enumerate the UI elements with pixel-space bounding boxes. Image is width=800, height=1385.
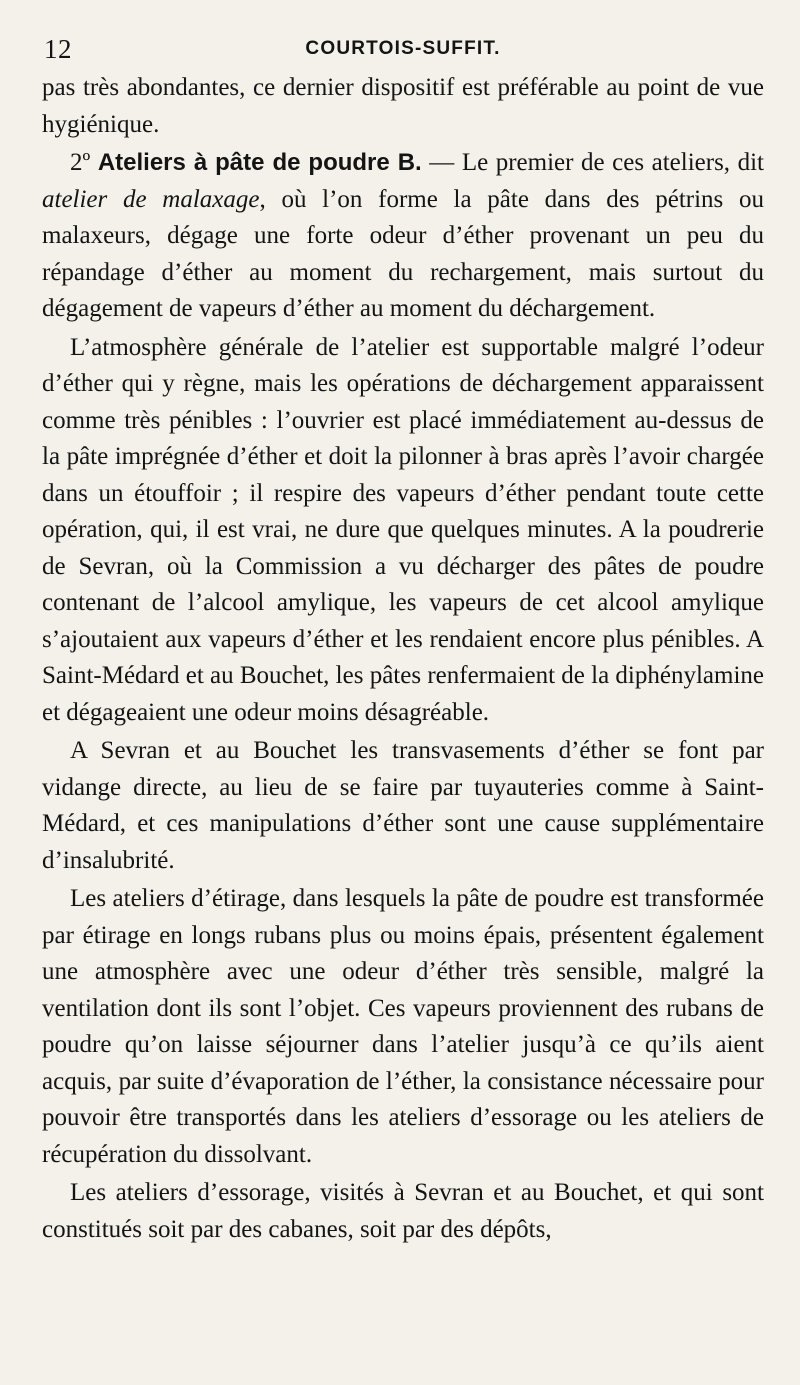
- body-text: [42, 70, 764, 1248]
- paragraph-4: A Sevran et au Bouchet les transvasements d’éther se font par vidange directe, au lieu de se faire par tuyauteries comme à Saint-Médard, et ces manipulations d’éther sont une cause supplémentaire d’insalubrité.: [42, 737, 764, 874]
- page-header: [42, 28, 764, 66]
- italic-term: atelier de malaxage: [42, 185, 260, 213]
- section-number: 2º: [70, 149, 91, 176]
- section-heading: Ateliers à pâte de poudre B.: [97, 149, 422, 176]
- paragraph-5: Les ateliers d’étirage, dans lesquels la pâte de poudre est transformée par étirage en longs rubans plus ou moins épais, présentent également une atmosphère avec une odeur d’éther très sensible, malgré la ventilation dont ils sont l’objet. Ces vapeurs proviennent des rubans de poudre qu’on laisse séjourner dans l’atelier jusqu’à ce qu’ils aient acquis, par suite d’évaporation de l’éther, la consistance nécessaire pour pouvoir être transportés dans les ateliers d’essorage ou les ateliers de récupération du dissolvant.: [42, 885, 764, 1168]
- paragraph-2-text-a: — Le premier de ces ateliers, dit: [421, 149, 764, 176]
- paragraph-2-text-b: , où l’on forme la pâte dans des pétrins ou malaxeurs, dégage une forte odeur d’éther provenant un peu du répandage d’éther au moment du rechargement, mais surtout du dégagement de vapeurs d’éther au moment du déchargement.: [42, 185, 764, 322]
- paragraph-3: L’atmosphère générale de l’atelier est supportable malgré l’odeur d’éther qui y règne, mais les opérations de déchargement apparaissent comme très pénibles : l’ouvrier est placé immédiatement au-dessus de la pâte imprégnée d’éther et doit la pilonner à bras après l’avoir chargée dans un étouffoir ; il respire des vapeurs d’éther pendant toute cette opération, qui, il est vrai, ne dure que quelques minutes. A la poudrerie de Sevran, où la Commission a vu décharger des pâtes de poudre contenant de l’alcool amylique, les vapeurs de cet alcool amylique s’ajoutaient aux vapeurs d’éther et les rendaient encore plus pénibles. A Saint-Médard et au Bouchet, les pâtes renfermaient de la diphénylamine et dégageaient une odeur moins désagréable.: [42, 333, 764, 726]
- paragraph-2: [42, 145, 764, 328]
- paragraph-1: pas très abondantes, ce dernier dispositif est préférable au point de vue hygiénique.: [42, 74, 764, 138]
- paragraph-6: Les ateliers d’essorage, visités à Sevran et au Bouchet, et qui sont constitués soit par des cabanes, soit par des dépôts,: [42, 1179, 764, 1243]
- page-number: 12: [44, 34, 72, 64]
- running-head: COURTOIS-SUFFIT.: [305, 38, 501, 59]
